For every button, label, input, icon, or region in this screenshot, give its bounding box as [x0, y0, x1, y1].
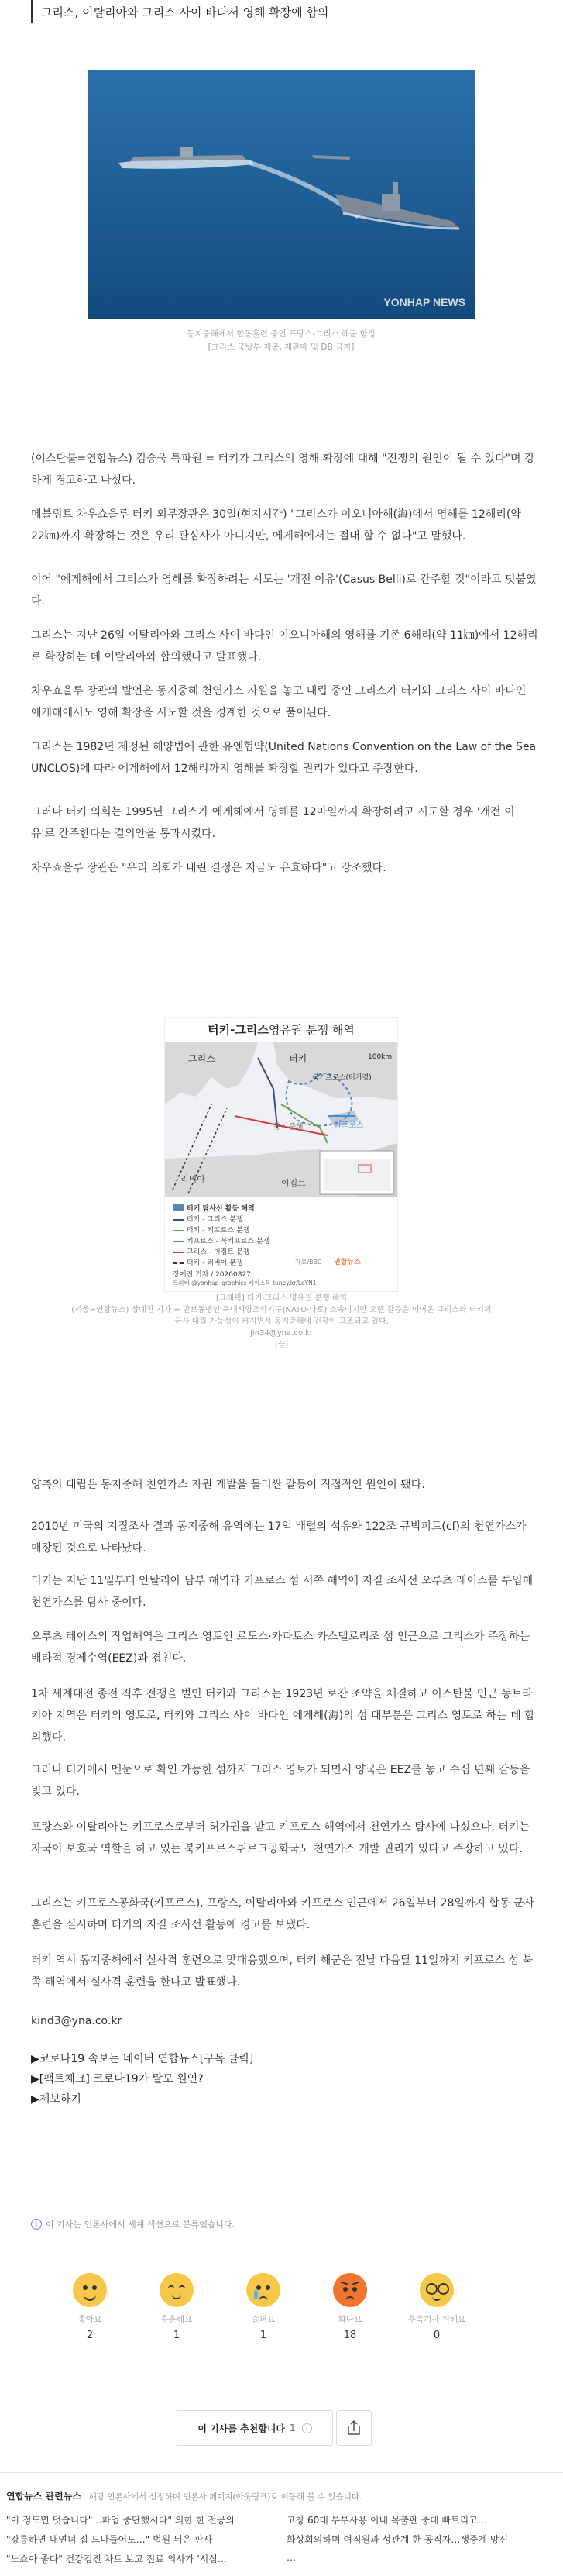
related-news-item[interactable]: 화상회의하며 여직원과 성관계 한 공직자…생중계 망신 [287, 2534, 509, 2545]
section-notice [31, 2218, 235, 2230]
map-caption-line: jin34@yna.co.kr [250, 1329, 313, 1338]
smile-face-icon [73, 2273, 107, 2307]
reaction-label: 후속기사 원해요 [407, 2315, 466, 2324]
map-source: 자료/BBC [295, 1259, 322, 1266]
article-paragraph: 2010년 미국의 지질조사 결과 동지중해 유역에는 17억 배럴의 석유와 122조 큐빅피트(cf)의 천연가스가 매장된 것으로 나타났다. [31, 1520, 527, 1555]
article-paragraph: 터키 역시 동지중해에서 실사격 훈련으로 맞대응했으며, 터키 해군은 전날 다음달 11일까지 키프로스 섬 북쪽 해역에서 실사격 훈련을 한다고 발표했다. [31, 1954, 534, 1989]
map-label-north-cyprus: 북키프로스(터키령) [312, 1074, 372, 1082]
info-icon: i [31, 2219, 42, 2230]
article-paragraph: 양측의 대립은 동지중해 천연가스 자원 개발을 둘러싼 갈등이 직접적인 원인이 됐다. [31, 1479, 425, 1491]
reaction-label: 훈훈해요 [160, 2315, 193, 2324]
map-credit: 트위터 @yonhap_graphics 페이스북 tuney.kr/LeYN1 [173, 1279, 317, 1286]
legend-item [173, 1236, 269, 1247]
article-paragraph: 그리스는 지난 26일 이탈리아와 그리스 사이 바다인 이오니아해의 영해를 기존 6해리(약 11㎞)에서 12해리로 확장하는 데 이탈리아와 합의했다고 발표했다. [31, 629, 538, 663]
legend-label: 키프로스 - 북키프로스 분쟁 [187, 1238, 270, 1245]
legend-label: 그리스 - 이집트 분쟁 [187, 1248, 250, 1256]
photo-caption-line: 동지중해에서 합동훈련 중인 프랑스-그리스 해군 함정 [187, 329, 376, 339]
legend-swatch [173, 1252, 184, 1253]
map-credit: 장예진 기자 / 20200827 [173, 1271, 251, 1279]
map-label-east-med: 동지중해 [273, 1123, 304, 1131]
related-news-item[interactable]: "노쇼아 좋다" 건강검진 차트 보고 진료 의사가 '시심… [6, 2554, 227, 2564]
promo-links [31, 2049, 253, 2109]
legend-item [173, 1225, 269, 1236]
ships-at-sea-image [88, 70, 475, 319]
share-icon [337, 2411, 371, 2445]
dispute-map-graphic [164, 1017, 398, 1292]
article-paragraph: 프랑스와 이탈리아는 키프로스로부터 허가권을 받고 키프로스 해역에서 천연가스 탐사에 나섰으나, 터키는 자국이 보호국 역할을 하고 있는 북키프로스튀르크공화국도 천연가스 개발 권리가 있다고 주장하고 있다. [31, 1821, 530, 1855]
related-title: 연합뉴스 관련뉴스 [6, 2491, 81, 2502]
legend-label: 터키 - 키프로스 분쟁 [187, 1227, 250, 1235]
related-notice: 해당 언론사에서 선정하며 언론사 페이지(아웃링크)로 이동해 볼 수 있습니다. [88, 2492, 362, 2502]
reaction-label: 화나요 [338, 2315, 362, 2324]
recommend-count: 1 [290, 2423, 296, 2433]
map-caption-line: (끝) [274, 1341, 289, 1349]
map-label-greece: 그리스 [188, 1053, 215, 1064]
legend-label: 터키 탐사선 활동 해역 [187, 1205, 255, 1213]
legend-item [173, 1258, 269, 1269]
article-photo [88, 70, 475, 319]
reaction-sad[interactable] [228, 2273, 298, 2341]
article-paragraph: 터키는 지난 11일부터 안탈리아 남부 해역과 키프로스 섬 서쪽 해역에 지질 조사선 오루츠 레이스를 투입해 천연가스를 탐사 중이다. [31, 1575, 534, 1609]
article-paragraph: 그리스는 1982년 제정된 해양법에 관한 유엔협약(United Nations Convention on the Law of the Sea UNCLOS)에 따라 에게해에서 12해리까지 영해를 확장할 권리가 있다고 주장한다. [31, 741, 537, 775]
reaction-like[interactable] [55, 2273, 125, 2341]
legend-label: 터키 - 그리스 분쟁 [187, 1216, 243, 1224]
reaction-count: 1 [259, 2330, 267, 2341]
map-title-bold: 터키-그리스 [208, 1022, 269, 1037]
share-button[interactable] [336, 2410, 372, 2446]
legend-item [173, 1214, 269, 1225]
article-paragraph: 그러나 터키 의회는 1995년 그리스가 에게해에서 영해를 12마일까지 확장하려고 시도할 경우 '개전 이유'로 간주한다는 결의안을 통과시켰다. [31, 806, 515, 840]
legend-swatch [173, 1219, 184, 1221]
article-subheadline [31, 0, 328, 23]
related-news-item[interactable]: "이 정도면 멋습니다"…파업 중단했시다" 의한 한 전공의 [6, 2515, 235, 2526]
angry-face-icon [333, 2273, 367, 2307]
article-paragraph: 차우쇼을루 장관은 "우리 의회가 내린 결정은 지금도 유효하다"고 강조했다. [31, 862, 386, 874]
article-paragraph: 그리스는 키프로스공화국(키프로스), 프랑스, 이탈리아와 키프로스 인근에서 26일부터 28일까지 합동 군사훈련을 실시하며 터키의 지질 조사선 활동에 경고를 보냈다. [31, 1897, 534, 1931]
legend-swatch [173, 1262, 184, 1264]
map-title-rest: 영유권 분쟁 해역 [268, 1022, 355, 1037]
promo-link-report[interactable]: ▶제보하기 [31, 2093, 81, 2106]
glasses-face-icon [420, 2273, 454, 2307]
legend-swatch [173, 1204, 184, 1211]
article-paragraph: 그러나 터키에서 멘눈으로 확인 가능한 섬까지 그리스 영토가 되면서 양국은 EEZ를 놓고 수십 년째 갈등을 빚고 있다. [31, 1764, 530, 1798]
map-label-egypt: 이집트 [281, 1178, 306, 1188]
reaction-label: 슬퍼요 [251, 2315, 276, 2324]
map-caption-line: [그래픽] 터키-그리스 영유권 분쟁 해역 [215, 1294, 348, 1303]
reaction-count: 1 [173, 2330, 180, 2341]
reporter-email: kind3@yna.co.kr [31, 2015, 122, 2027]
reaction-count: 18 [343, 2330, 357, 2341]
map-logo: 연합뉴스 [334, 1259, 361, 1266]
map-caption-line: (서울=연합뉴스) 장예진 기자 = 만보동맹인 북대서양조약기구(NATO·나토) 소속이지만 오랜 갈등을 이어온 그리스와 터키의 [71, 1306, 492, 1314]
legend-swatch [173, 1241, 184, 1242]
section-notice-text: 이 기사는 언론사에서 세계 섹션으로 분류했습니다. [46, 2220, 235, 2230]
reaction-warm[interactable] [142, 2273, 211, 2341]
article-paragraph: (이스탄불=연합뉴스) 김승욱 특파원 = 터키가 그리스의 영해 확장에 대해 "전쟁의 원인이 될 수 있다"며 강하게 경고하고 나섰다. [31, 453, 535, 487]
recommend-button[interactable] [177, 2410, 333, 2446]
map-caption-line: 군사 대립 가능성이 커지면서 동지중해에 긴장이 고조되고 있다. [174, 1317, 389, 1326]
legend-label: 터키 - 리비아 분쟁 [187, 1259, 243, 1267]
reaction-count: 0 [433, 2330, 441, 2341]
photo-caption-line: [그리스 국방부 제공, 재판매 및 DB 금지] [208, 343, 355, 352]
promo-link-covid-news[interactable]: ▶코로나19 속보는 네이버 연합뉴스[구독 클릭] [31, 2053, 254, 2065]
legend-item [173, 1204, 269, 1214]
article-paragraph: 차우쇼을루 장관의 발언은 동지중해 천연가스 자원을 놓고 대립 중인 그리스가 터키와 그리스 사이 바다인 에게해에서도 영해 확장을 시도할 것을 경계한 것으로 풀이된다. [31, 685, 527, 719]
map-label-scale: 100km [368, 1053, 393, 1061]
recommend-label: 이 기사를 추천합니다 [197, 2423, 286, 2434]
info-icon: i [302, 2423, 312, 2433]
article-paragraph: 오루츠 레이스의 작업해역은 그리스 영토인 로도스·카파토스 카스텔로리조 섬 인근으로 그리스가 주장하는 배타적 경제수역(EEZ)과 겹친다. [31, 1631, 530, 1665]
related-news-item[interactable]: "강릉하면 내연녀 집 드나들어도…" 법원 뒤운 판사 [6, 2534, 213, 2545]
related-header [6, 2489, 362, 2502]
map-label-turkey: 터키 [289, 1053, 307, 1064]
map-legend [173, 1204, 269, 1269]
photo-watermark: YONHAP NEWS [383, 296, 465, 308]
photo-caption [88, 328, 475, 354]
related-news-item[interactable]: … [287, 2552, 296, 2563]
article-paragraph: 메블뤼트 차우쇼을루 터키 외무장관은 30일(현지시간) "그리스가 이오니아해(海)에서 영해를 12해리(약 22㎞)까지 확장하는 것은 우리 관심사가 아니지만, 에게해에서는 절대 할 수 없다"고 말했다. [31, 508, 521, 542]
article-paragraph: 1차 세계대전 종전 직후 전쟁을 벌인 터키와 그리스는 1923년 로잔 조약을 체결하고 이스탄불 인근 동트라키아 지역은 터키의 영토로, 터키와 그리스 사이 바다인 에게해(海)의 섬 대부분은 그리스 영토로 하는 데 합의했다. [31, 1688, 535, 1744]
related-news-item[interactable]: 고창 60대 부부사용 이내 목출판 중대 빠트리고… [287, 2515, 487, 2526]
map-label-libya: 리비아 [180, 1174, 205, 1184]
map-label-cyprus: 키프로스 [334, 1121, 364, 1130]
reaction-label: 좋아요 [77, 2315, 102, 2324]
map-caption [46, 1293, 517, 1351]
reaction-want-followup[interactable] [402, 2273, 472, 2341]
reaction-count: 2 [86, 2330, 94, 2341]
crying-face-icon [246, 2273, 280, 2307]
promo-link-factcheck[interactable]: ▶[팩트체크] 코로나19가 탈모 원인? [31, 2073, 204, 2085]
legend-swatch [173, 1230, 184, 1231]
subheadline-text: 그리스, 이탈리아와 그리스 사이 바다서 영해 확장에 합의 [41, 5, 329, 19]
reaction-angry[interactable] [315, 2273, 385, 2341]
related-divider [0, 2472, 563, 2473]
legend-item [173, 1247, 269, 1258]
blush-face-icon [160, 2273, 194, 2307]
map-title [165, 1018, 397, 1041]
article-paragraph: 이어 "에게해에서 그리스가 영해를 확장하려는 시도는 '개전 이유'(Casus Belli)로 간주할 것"이라고 덧붙였다. [31, 573, 537, 608]
